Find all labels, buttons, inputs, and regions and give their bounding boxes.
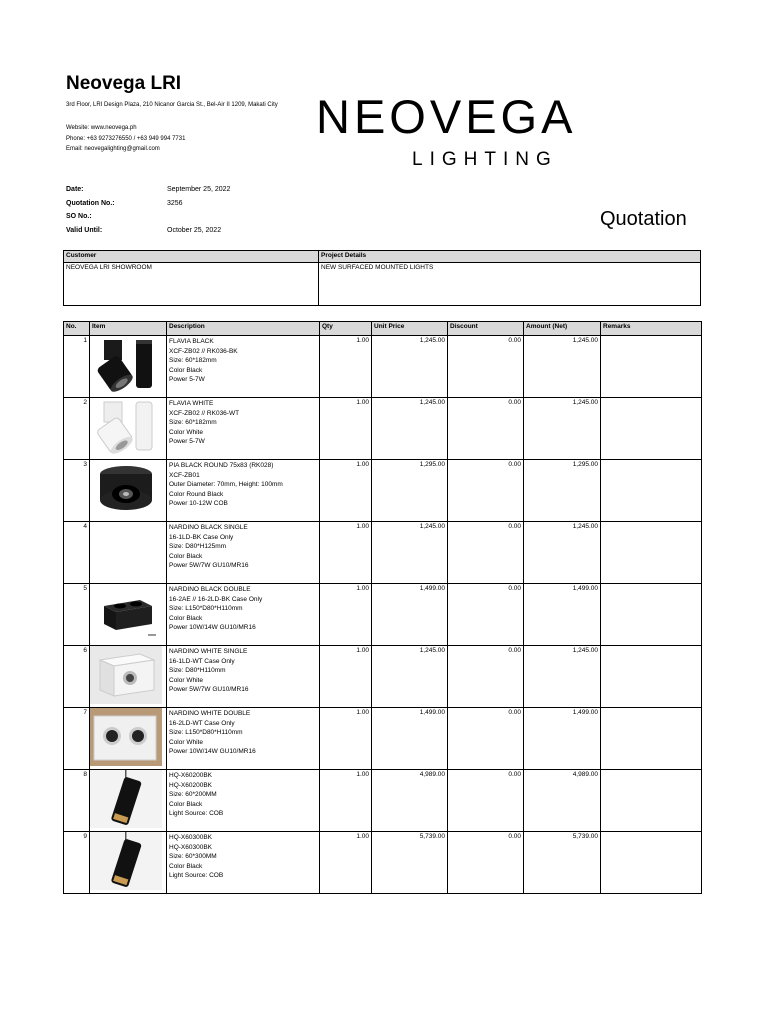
item-remarks bbox=[601, 336, 702, 398]
item-remarks bbox=[601, 770, 702, 832]
description-line: Color Round Black bbox=[169, 490, 224, 498]
item-image-cell bbox=[90, 398, 167, 460]
item-remarks bbox=[601, 522, 702, 584]
items-table bbox=[63, 321, 702, 894]
description-line: Light Source: COB bbox=[169, 872, 224, 880]
description-line: Power 5W/7W GU10/MR16 bbox=[169, 686, 249, 694]
description-line: NARDINO WHITE SINGLE bbox=[169, 648, 248, 655]
item-row bbox=[64, 708, 702, 770]
item-image-cell bbox=[90, 584, 167, 646]
item-unit-price: 1,245.00 bbox=[372, 646, 448, 708]
description-line: FLAVIA WHITE bbox=[169, 400, 214, 407]
company-address: 3rd Floor, LRI Design Plaza, 210 Nicanor Garcia St., Bel-Air II 1209, Makati City bbox=[66, 102, 278, 108]
item-number: 7 bbox=[64, 708, 90, 770]
item-number: 8 bbox=[64, 770, 90, 832]
item-discount: 0.00 bbox=[448, 398, 524, 460]
item-amount: 1,499.00 bbox=[524, 708, 601, 770]
item-qty: 1.00 bbox=[320, 584, 372, 646]
header-unit-price: Unit Price bbox=[372, 322, 448, 336]
item-qty: 1.00 bbox=[320, 522, 372, 584]
description-line: Power 5-7W bbox=[169, 376, 205, 384]
description-line: Color White bbox=[169, 428, 203, 436]
description-line: Color Black bbox=[169, 862, 203, 870]
item-amount: 1,245.00 bbox=[524, 336, 601, 398]
item-row bbox=[64, 460, 702, 522]
description-line: Color Black bbox=[169, 366, 203, 374]
project-header: Project Details bbox=[319, 251, 701, 263]
header-item: Item bbox=[90, 322, 167, 336]
item-qty: 1.00 bbox=[320, 398, 372, 460]
description-line: Power 10W/14W GU10/MR16 bbox=[169, 624, 256, 632]
item-remarks bbox=[601, 646, 702, 708]
description-line: NARDINO WHITE DOUBLE bbox=[169, 710, 251, 717]
description-line: Size: D80*H110mm bbox=[169, 667, 226, 675]
description-line: Size: L150*D80*H110mm bbox=[169, 729, 243, 737]
item-description bbox=[167, 584, 320, 646]
description-line: Size: 60*200MM bbox=[169, 791, 217, 799]
meta-value: September 25, 2022 bbox=[167, 186, 231, 194]
item-number: 2 bbox=[64, 398, 90, 460]
item-row bbox=[64, 522, 702, 584]
item-discount: 0.00 bbox=[448, 584, 524, 646]
description-line: Power 5-7W bbox=[169, 438, 205, 446]
item-number: 5 bbox=[64, 584, 90, 646]
item-unit-price: 1,245.00 bbox=[372, 398, 448, 460]
item-unit-price: 5,739.00 bbox=[372, 832, 448, 894]
project-value: NEW SURFACED MOUNTED LIGHTS bbox=[319, 263, 701, 306]
white-double-box-image bbox=[90, 708, 162, 766]
item-remarks bbox=[601, 460, 702, 522]
item-number: 4 bbox=[64, 522, 90, 584]
description-line: 16-2AE // 16-2LD-BK Case Only bbox=[169, 595, 263, 603]
description-line: Size: 60*300MM bbox=[169, 853, 217, 861]
description-line: FLAVIA BLACK bbox=[169, 338, 214, 345]
description-line: Color Black bbox=[169, 800, 203, 808]
item-qty: 1.00 bbox=[320, 460, 372, 522]
item-unit-price: 1,295.00 bbox=[372, 460, 448, 522]
item-row bbox=[64, 584, 702, 646]
description-line: XCF-ZB02 // RK036-BK bbox=[169, 347, 238, 355]
header-no: No. bbox=[64, 322, 90, 336]
item-image-cell bbox=[90, 460, 167, 522]
customer-value: NEOVEGA LRI SHOWROOM bbox=[64, 263, 319, 306]
item-amount: 5,739.00 bbox=[524, 832, 601, 894]
item-image-cell bbox=[90, 522, 167, 584]
brand-logo-wordmark: NEOVEGA bbox=[316, 90, 577, 143]
description-line: NARDINO BLACK DOUBLE bbox=[169, 586, 251, 593]
item-description bbox=[167, 336, 320, 398]
description-line: Color Black bbox=[169, 614, 203, 622]
description-line: Size: 60*182mm bbox=[169, 357, 217, 365]
item-discount: 0.00 bbox=[448, 770, 524, 832]
item-image-cell bbox=[90, 708, 167, 770]
black-cylinder-spotlight-image bbox=[90, 336, 162, 394]
description-line: 16-1LD-WT Case Only bbox=[169, 657, 235, 665]
description-line: Color White bbox=[169, 676, 203, 684]
white-single-box-image bbox=[90, 646, 162, 704]
item-discount: 0.00 bbox=[448, 646, 524, 708]
description-line: Outer Diameter: 70mm, Height: 100mm bbox=[169, 481, 283, 489]
item-remarks bbox=[601, 708, 702, 770]
item-description bbox=[167, 398, 320, 460]
item-unit-price: 1,245.00 bbox=[372, 522, 448, 584]
item-row bbox=[64, 832, 702, 894]
item-amount: 1,499.00 bbox=[524, 584, 601, 646]
item-amount: 1,295.00 bbox=[524, 460, 601, 522]
company-name: Neovega LRI bbox=[66, 73, 182, 94]
description-line: HQ-X60200BK bbox=[169, 772, 212, 779]
black-pendant-tube-image bbox=[90, 770, 162, 828]
description-line: HQ-X60300BK bbox=[169, 834, 212, 841]
description-line: Size: L150*D80*H110mm bbox=[169, 605, 243, 613]
item-number: 6 bbox=[64, 646, 90, 708]
description-line: Light Source: COB bbox=[169, 810, 224, 818]
meta-label: Date: bbox=[66, 186, 84, 194]
item-unit-price: 1,499.00 bbox=[372, 708, 448, 770]
item-amount: 1,245.00 bbox=[524, 398, 601, 460]
header-description: Description bbox=[167, 322, 320, 336]
item-description bbox=[167, 646, 320, 708]
item-qty: 1.00 bbox=[320, 770, 372, 832]
meta-label: SO No.: bbox=[66, 213, 92, 221]
item-remarks bbox=[601, 398, 702, 460]
document-title: Quotation bbox=[600, 208, 687, 230]
item-remarks bbox=[601, 832, 702, 894]
item-discount: 0.00 bbox=[448, 460, 524, 522]
black-round-downlight-image bbox=[90, 460, 162, 518]
quotation-meta bbox=[66, 183, 230, 237]
meta-value: 3256 bbox=[167, 199, 183, 207]
description-line: XCF-ZB02 // RK036-WT bbox=[169, 409, 240, 417]
item-row bbox=[64, 336, 702, 398]
company-email: Email: neovegalighting@gmail.com bbox=[66, 146, 160, 152]
black-pendant-tube-image bbox=[90, 832, 162, 890]
item-description bbox=[167, 770, 320, 832]
item-description bbox=[167, 832, 320, 894]
item-discount: 0.00 bbox=[448, 336, 524, 398]
item-unit-price: 1,499.00 bbox=[372, 584, 448, 646]
description-line: Color White bbox=[169, 738, 203, 746]
white-cylinder-spotlight-image bbox=[90, 398, 162, 456]
item-number: 9 bbox=[64, 832, 90, 894]
customer-header: Customer bbox=[64, 251, 319, 263]
description-line: NARDINO BLACK SINGLE bbox=[169, 524, 248, 531]
description-line: Color Black bbox=[169, 552, 203, 560]
item-amount: 4,989.00 bbox=[524, 770, 601, 832]
header-remarks: Remarks bbox=[601, 322, 702, 336]
item-number: 3 bbox=[64, 460, 90, 522]
brand-logo-subtitle: LIGHTING bbox=[412, 149, 558, 170]
description-line: Size: 60*182mm bbox=[169, 419, 217, 427]
item-qty: 1.00 bbox=[320, 336, 372, 398]
customer-table bbox=[63, 250, 701, 306]
meta-label: Quotation No.: bbox=[66, 199, 115, 207]
description-line: Power 10W/14W GU10/MR16 bbox=[169, 748, 256, 756]
meta-value bbox=[167, 210, 230, 224]
item-description bbox=[167, 522, 320, 584]
item-amount: 1,245.00 bbox=[524, 646, 601, 708]
header-amount: Amount (Net) bbox=[524, 322, 601, 336]
meta-label: Valid Until: bbox=[66, 226, 103, 234]
item-image-cell bbox=[90, 832, 167, 894]
description-line: XCF-ZB01 bbox=[169, 471, 200, 479]
black-double-box-image bbox=[90, 584, 162, 642]
item-qty: 1.00 bbox=[320, 708, 372, 770]
item-description bbox=[167, 708, 320, 770]
description-line: Size: D80*H125mm bbox=[169, 543, 227, 551]
item-description bbox=[167, 460, 320, 522]
company-website: Website: www.neovega.ph bbox=[66, 125, 137, 131]
meta-value: October 25, 2022 bbox=[167, 226, 222, 234]
company-phone: Phone: +63 9273276550 / +63 949 994 7731 bbox=[66, 135, 186, 142]
item-number: 1 bbox=[64, 336, 90, 398]
header-qty: Qty bbox=[320, 322, 372, 336]
item-unit-price: 4,989.00 bbox=[372, 770, 448, 832]
description-line: PIA BLACK ROUND 75x83 (RK028) bbox=[169, 462, 274, 469]
item-row bbox=[64, 398, 702, 460]
item-amount: 1,245.00 bbox=[524, 522, 601, 584]
header-discount: Discount bbox=[448, 322, 524, 336]
item-discount: 0.00 bbox=[448, 522, 524, 584]
item-unit-price: 1,245.00 bbox=[372, 336, 448, 398]
item-discount: 0.00 bbox=[448, 708, 524, 770]
description-line: 16-1LD-BK Case Only bbox=[169, 533, 234, 541]
description-line: 16-2LD-WT Case Only bbox=[169, 719, 235, 727]
item-row bbox=[64, 646, 702, 708]
item-discount: 0.00 bbox=[448, 832, 524, 894]
description-line: HQ-X60200BK bbox=[169, 781, 212, 789]
item-row bbox=[64, 770, 702, 832]
company-contact bbox=[66, 123, 185, 155]
item-image-cell bbox=[90, 336, 167, 398]
description-line: HQ-X60300BK bbox=[169, 843, 212, 851]
description-line: Power 10-12W COB bbox=[169, 500, 228, 508]
description-line: Power 5W/7W GU10/MR16 bbox=[169, 562, 249, 570]
item-image-cell bbox=[90, 646, 167, 708]
item-qty: 1.00 bbox=[320, 646, 372, 708]
item-image-cell bbox=[90, 770, 167, 832]
item-qty: 1.00 bbox=[320, 832, 372, 894]
item-remarks bbox=[601, 584, 702, 646]
